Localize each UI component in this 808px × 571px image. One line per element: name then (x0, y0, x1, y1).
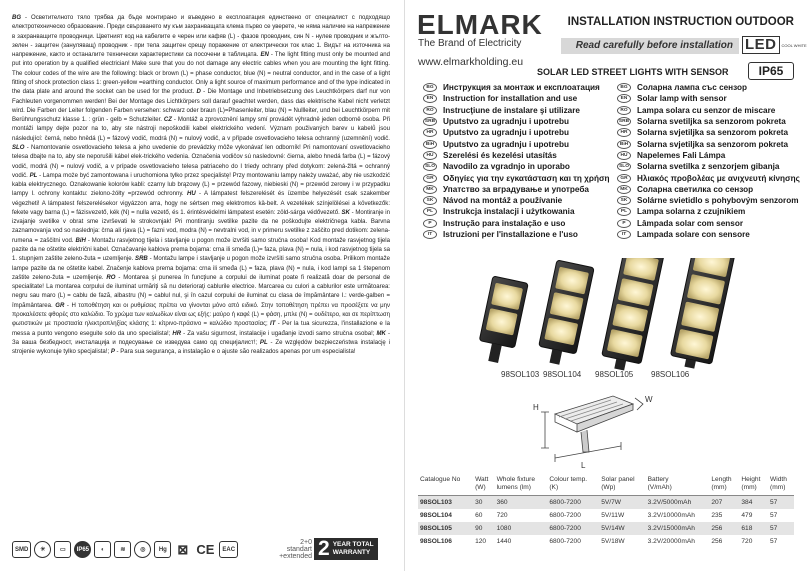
language-code-badge: SLO (423, 162, 437, 171)
dim-l-label: L (581, 461, 586, 470)
read-note-bar (561, 38, 739, 54)
table-cell: 57 (770, 537, 778, 545)
language-code: SK (341, 209, 350, 216)
table-cell: 120 (475, 537, 487, 545)
language-row (423, 93, 610, 104)
language-text: Návod na montáž a používanie (443, 196, 563, 206)
safety-paragraph: - Per la tua sicurezza, l'installazione e la messa a punto vengono eseguite solo da uno specialista!; (12, 321, 390, 337)
warranty-label-2: WARRANTY (332, 549, 371, 556)
dimension-drawing (525, 386, 665, 479)
warranty-years: 2 (318, 537, 330, 560)
table-cell: 98SOL105 (418, 522, 473, 535)
logo-tagline: The Brand of Electricity (418, 38, 522, 49)
language-code-badge: RO (423, 106, 437, 115)
table-cell: 6800-7200 (547, 496, 599, 510)
table-cell: 5V/14W (599, 522, 645, 535)
warranty-plus-2: standart (286, 545, 312, 553)
table-header-cell: Colour temp. (K) (547, 476, 599, 496)
safety-paragraph: - Осветителното тяло трябва да бъде монтирано и въведено в експлоатация единствено от специалист с подходящо електротехническо образование. Преди свързването му към захранващата клема първо се уверете, че няма наличие на напрежение в захранващите проводници. Цветният код на кабелите е черен или кафяв (L) - фазов проводник, син N - нулев проводник и жълто-зелен - защитен (зануляващ) проводник - при тела защитен срещу поражение от електрически ток клас 1. Видът на източника на напрежение, както и останалите технически характеристики са посочени в таблицата. (12, 15, 390, 59)
led-color-label: COOL WHITE (781, 42, 807, 48)
language-row (423, 172, 610, 183)
table-cell: 256 (709, 522, 739, 535)
language-row (617, 161, 800, 172)
language-list-instructions (423, 82, 610, 240)
safety-paragraph: - Namontovanie osvetlovacieho telesa a jeho uvedenie do prevádzky môže vykonávať len odborník! Pri namontovaní osvetlovacieho telesa dbajte na to, aby ste neporušili kábel elek-trického vedenia. Označenia vodičov sú nasledovné: čierna, alebo hnedá farba (L) = fázový vodič, modrá (N) = nulový vodič, a v prípade osvetlovacieho telesa patriaceho do I triedy ochrany před dotykom: zelená-žltá = ochranný vodič. (12, 144, 390, 179)
language-text: Lampada solare con sensore (637, 230, 750, 239)
language-code-badge: BG (617, 83, 631, 92)
language-row (423, 105, 610, 116)
language-code-badge: P (617, 219, 631, 228)
sun-icon: ☀ (34, 541, 51, 558)
language-row (423, 195, 610, 206)
language-row (423, 218, 610, 229)
table-cell: 5V/7W (599, 496, 645, 510)
language-code-badge: GR (617, 174, 631, 183)
language-row (617, 184, 800, 195)
language-text: Solarna svetiljka sa senzorom pokreta (637, 117, 786, 127)
warranty-label-1: YEAR TOTAL (332, 541, 374, 548)
safety-paragraph: - Die Montage und Inbetriebsetzung des Leuchtkörpers darf nur von Fachleuten vorgenommen werden! Bei der Montage des Lichtkörpers soll darauf geachtet werden, dass das elektrische Kabel nicht verletzt wird. Die Farben der Leiter folgenden Farben versehen: schwarz oder braun (L)=Phasenleiter, blau (N) = Nullleiter, und bei Leuchtkörpern mit Berührungsschutz klasse 1. : grün - gelb = Schutzleiter. (12, 89, 390, 124)
language-row (617, 195, 800, 206)
smd-icon: SMD (12, 541, 31, 558)
language-text: Lampa solara cu senzor de miscare (637, 105, 776, 115)
led-mark (742, 36, 807, 54)
table-header-cell: Battery (V/mAh) (646, 476, 710, 496)
specifications-table (418, 476, 794, 548)
products-illustration (405, 258, 808, 388)
table-cell: 3.2V/10000mAh (647, 511, 695, 519)
language-row (423, 116, 610, 127)
safety-paragraph: - За ваша безбедност, инсталација и подесување се изведува само од специјалист!; (12, 330, 390, 346)
language-code-badge: MK (617, 185, 631, 194)
language-text: Uputstvo za ugradnju i upotrebu (443, 139, 569, 149)
product-subtitle: SOLAR LED STREET LIGHTS WITH SENSOR (537, 67, 729, 77)
language-code-badge: IT (617, 230, 631, 239)
multilingual-safety-text (12, 14, 390, 524)
language-code: PL (259, 339, 268, 346)
product-label: 98SOL104 (543, 370, 582, 379)
table-cell: 98SOL106 (420, 537, 452, 545)
table-cell: 98SOL104 (420, 511, 452, 519)
language-code-badge: SLO (617, 162, 631, 171)
language-code-badge: BiH (423, 140, 437, 149)
table-cell: 207 (709, 496, 739, 510)
language-list-product-name (617, 82, 800, 240)
language-text: Solarna svjetiljka sa senzorom pokreta (637, 128, 789, 138)
elmark-logo: ELMARK (417, 9, 543, 40)
language-code-badge: HR (423, 128, 437, 137)
right-page (405, 0, 808, 571)
eac-mark-icon: EAC (219, 541, 238, 558)
table-cell: 618 (739, 522, 768, 535)
table-header-cell: Width (mm) (768, 476, 794, 496)
language-code: MK (376, 330, 386, 337)
language-code-badge: GR (423, 174, 437, 183)
language-code: EN (260, 52, 269, 59)
table-cell: 5V/11W (601, 511, 625, 519)
safety-paragraph: - Montažu rasvjetnog tijela i stavljanje u pogon može izvršiti samo stručna osoba! Kod montaže rasvjetnog tijela pazite da ne oštetite električni kabel. Označavanje kablova prema bojama: crna ili smeđa (L)= faza, plava (N) = nula, i kod rasvjetnog tijela sa 1. stupnjem zaštite zeleno-žuta = uzemljenje. (12, 237, 390, 263)
table-cell: 1440 (496, 537, 512, 545)
warranty-plus-3: +extended (279, 552, 312, 560)
safety-paragraph: - A lámpatest felszerelését és üzembe helyezését csak szakember végezheti! A lámpatest felszerelésekor vigyázzon arra, hogy ne sértsen meg elektromos kä-belt. A vezetékek színjelölései a következők: fekete vagy barna (L) = fázisvezető, kék (N) = nulla vezető, és 1. érintésvédelmi lámpatest esetén: zöld-sárga védővezető. (12, 191, 390, 216)
language-row (617, 172, 800, 183)
language-code: BG (12, 15, 22, 21)
language-row (617, 229, 800, 240)
language-text: Istruzioni per l'installazione e l'uso (443, 230, 578, 239)
language-code: HR (172, 330, 182, 337)
table-cell: 1080 (495, 522, 548, 535)
table-header-cell: Height (mm) (739, 476, 768, 496)
table-cell: 90 (473, 522, 495, 535)
table-cell: 5V/18W (601, 537, 625, 545)
language-row (617, 82, 800, 93)
lamp-98sol105 (600, 258, 664, 374)
lamp-98sol103 (476, 276, 529, 366)
table-cell: 384 (739, 496, 768, 510)
language-code-badge: SK (423, 196, 437, 205)
language-row (617, 218, 800, 229)
table-header-cell: Catalogue No (418, 476, 473, 496)
warranty-years-badge (314, 538, 378, 560)
language-text: Solárne svietidlo s pohybovým senzorom (637, 196, 799, 206)
table-cell: 256 (711, 537, 723, 545)
table-cell: 60 (475, 511, 483, 519)
language-text: Solar lamp with sensor (637, 94, 727, 104)
safety-paragraph: - Para sua segurança, a instalação e o ajuste são realizados apenas por um especialista! (114, 349, 356, 356)
language-code: D (196, 89, 201, 96)
table-cell: 57 (768, 496, 794, 510)
battery-icon: ▭ (54, 541, 71, 558)
page-title: INSTALLATION INSTRUCTION OUTDOOR (567, 16, 794, 28)
safety-paragraph: - Montažu lampe i stavljanje u pogon može izvršiti samo stručna osoba. Prilikom montaže lampe pazite da ne oštetite kabel. Značenje kablova prema bojama: crna ili smeđa (L) = faza, plava (N) = nula, i kod lampi sa 1 štepenom zaštite zeleno-žuta = uzemljenje. (12, 256, 390, 281)
lamp-98sol104 (536, 260, 594, 368)
language-code: CZ (163, 117, 172, 124)
language-code-badge: RO (617, 106, 631, 115)
table-cell: 235 (711, 511, 723, 519)
language-text: Instrução para instalação e uso (443, 218, 566, 228)
table-cell: 3.2V/5000mAh (646, 496, 710, 510)
language-text: Uputstvo za ugradnju i upotrebu (443, 128, 569, 138)
table-header-cell: Length (mm) (709, 476, 739, 496)
dimension-diagram (525, 386, 665, 474)
language-text: Ηλιακός προβολέας με ανιχνευτή κίνησης (637, 173, 800, 183)
language-row (423, 206, 610, 217)
table-cell: 57 (768, 522, 794, 535)
language-code: P (110, 349, 115, 356)
language-code-badge: P (423, 219, 437, 228)
language-text: Instruction for installation and use (443, 94, 578, 104)
ip65-icon: IP65 (74, 541, 91, 558)
language-code-badge: PL (423, 207, 437, 216)
table-cell: 720 (496, 511, 508, 519)
language-text: Lampa solarna z czujnikiem (637, 207, 746, 217)
table-row (418, 496, 794, 510)
table-cell: 6800-7200 (547, 522, 599, 535)
language-code: SRB (135, 256, 148, 263)
language-code-badge: BG (423, 83, 437, 92)
language-row (617, 93, 800, 104)
language-code-badge: HU (617, 151, 631, 160)
language-text: Соларна светилка со сензор (637, 184, 754, 194)
led-icon: LED (742, 36, 780, 54)
certification-icons (12, 541, 238, 558)
safety-paragraph: - The light fitting must only be mounted and put into operation by a qualified electrician! Make sure that you do not damage any electric cables when you are mounting the light fitting. The colour codes of the wire are the following: black or brown (L) = phase conductor, blue (N) = neutral conductor, and in the case of a light fitting of shock protection class 1: green-yellow =earthing conductor. Only a light source of maximum performance and of the type indicated in the data plate and around the socket can be used for the product. (12, 52, 390, 96)
table-cell: 720 (741, 537, 753, 545)
table-cell: 6800-7200 (549, 511, 581, 519)
language-text: Instrucţiune de instalare şi utilizare (443, 105, 580, 115)
lamp-98sol106 (669, 258, 736, 372)
dim-h-label: H (533, 403, 539, 412)
language-text: Solarna svjetiljka sa senzorom pokreta (637, 139, 789, 149)
language-text: Napelemes Fali Lámpa (637, 150, 726, 160)
weee-bin-icon: ⊠ (177, 541, 189, 557)
warranty-extension (278, 539, 314, 560)
table-row (418, 522, 794, 535)
language-text: Соларна лампа със сензор (637, 83, 747, 93)
language-code-badge: SRB (424, 119, 436, 125)
language-code: GR (55, 302, 65, 309)
lamp-icon: ◐ (94, 541, 111, 558)
language-row (423, 184, 610, 195)
language-code-badge: SRB (618, 119, 630, 125)
language-code-badge: SK (617, 196, 631, 205)
language-text: Instrukcja instalacji i użytkowania (443, 207, 575, 217)
product-label: 98SOL105 (595, 370, 634, 379)
language-text: Navodilo za vgradnjo in uporabo (443, 162, 570, 172)
language-code-badge: PL (617, 207, 631, 216)
language-row (423, 161, 610, 172)
table-header-cell: Whole fixture lumens (lm) (495, 476, 548, 496)
safety-paragraph: - Montáž a zprovoznění lampy smí provádět výhradně jeden odborně osoba. Při montáži lampy dejte pozor na to, aby ste nástroji nepoškodili kabel elektrického vedení. Význam použivaných barev u kabelů jsou následující: černá, nebo hnědá (L) = fázový vodič, modrá (N) = nulový vodič, a v případe osvetlovacieho telesa ochranný (uzemnění) vodič. (12, 117, 390, 142)
language-row (617, 150, 800, 161)
language-code-badge: MK (423, 185, 437, 194)
language-text: Uputstvo za ugradnju i upotrebu (443, 117, 569, 127)
table-cell: 57 (770, 511, 778, 519)
safety-paragraph: - Η τοποθέτηση και οι ρυθμίσεις πρέπει να γίνονται μόνο από ειδικό. Στην τοποθέτηση πρέπει να προσέξετε να μην προκαλέσετε φθορές στο καλώδιο. Το χρώμα των καλωδίων είναι ως εξής: μαύρο ή καφέ (L) = φάση, μπλε (N) = ουδέτερο, και σε περίπτωση φωτιστικών με προστασία ηλεκτροπληξίας κλάσης 1: κίτρινο-πράσινο = καλώδιο προστασίας; (12, 302, 390, 328)
language-row (617, 127, 800, 138)
language-code: BiH (75, 237, 86, 244)
safety-paragraph: - Za vašu sigurnost, instalacije i ugađanje izvodi samo stručna osoba!; (181, 330, 377, 337)
ip-rating-badge: IP65 (748, 62, 794, 80)
product-label: 98SOL106 (651, 370, 690, 379)
safety-paragraph: - Montarea şi punerea în funcţiune a corpului de iluminat poate fi realizată doar de personal de specialitate! La montarea corpului de iluminat urmăriţi să nu deterioraţi cablurile electrice. Marcarea cu culori a cablurilor este următoarea: negru sau maro (L) = cablu de fază, albastru (N) = cablul nul, şi în cazul corpului de iluminat cu clasa de împământare I.: verde-galben = împământarea. (12, 274, 390, 309)
dim-w-label: W (645, 395, 653, 404)
language-row (617, 116, 800, 127)
table-cell: 98SOL103 (418, 496, 473, 510)
table-cell: 3.2V/15000mAh (646, 522, 710, 535)
language-text: Упатство за вградување и употреба (443, 184, 589, 194)
table-header-cell: Watt (W) (473, 476, 495, 496)
table-cell: 479 (741, 511, 753, 519)
read-note: Read carefully before installation (575, 40, 733, 51)
table-cell: 30 (473, 496, 495, 510)
language-row (617, 206, 800, 217)
language-text: Szerelési és kezelési utasítás (443, 150, 557, 160)
table-row (418, 535, 794, 548)
language-row (423, 127, 610, 138)
language-row (423, 82, 610, 93)
table-header-row (418, 476, 794, 496)
language-code-badge: EN (617, 94, 631, 103)
table-header-cell: Solar panel (Wp) (599, 476, 645, 496)
mercury-free-icon: Hg (154, 541, 171, 558)
safety-paragraph: - Ze względów bezpieczeństwa instalację i strojenie wykonuje tylko specjalista!; (12, 339, 390, 356)
language-code-badge: EN (423, 94, 437, 103)
safety-paragraph: - Lampa może być zamontowana i uruchomiona tylko przez specjalistę! Przy montowaniu lampy należy uważać, aby nie uszkodzić kabla elektrycznego. Oznakowanie kolorów kabli: czarny lub brązowy (L) = przewód fazowy, niebieski (N) = przewód zerowy i w przypadku lampy I. ochrony kontaktu: zielono-żółty =przewód ochronny. (12, 172, 390, 198)
warranty-badge (278, 538, 378, 560)
language-text: Solarna svetilka z senzorjem gibanja (637, 162, 780, 172)
website-link[interactable]: www.elmarkholding.eu (418, 56, 524, 68)
product-label: 98SOL103 (501, 370, 540, 379)
sensor-icon: ≋ (114, 541, 131, 558)
language-text: Lâmpada solar com sensor (637, 218, 744, 228)
language-code: PL (29, 172, 38, 179)
language-code-badge: HU (423, 151, 437, 160)
language-code: IT (270, 321, 276, 328)
language-row (617, 138, 800, 149)
language-code: RO (106, 274, 116, 281)
table-cell: 360 (495, 496, 548, 510)
motion-icon: ◎ (134, 541, 151, 558)
language-text: Οδηγίες για την εγκατάσταση και τη χρήση (443, 173, 610, 183)
warranty-plus-1: 2+0 (300, 538, 312, 546)
language-row (617, 105, 800, 116)
safety-paragraph: - Montiranje in izvajanje svetilke v obrat sme izvrševati le strokovnjak! Pri montiranju svetilke pazite da ne poškodujte električnega kabla. Barvna zaznamovanja vod so naslednja: črna ali rjava (L) = fazni vod, modra (N) = nevtralni vod, in v primeru svetilke z zaščito pred dotikom: zelena- rumena = zaščitni vod. (12, 209, 390, 244)
language-code: HU (186, 191, 196, 198)
table-cell: 6800-7200 (549, 537, 581, 545)
language-code-badge: IT (423, 230, 437, 239)
table-row (418, 509, 794, 522)
language-row (423, 138, 610, 149)
table-body (418, 496, 794, 549)
language-code: SLO (12, 144, 25, 151)
language-row (423, 150, 610, 161)
language-code-badge: HR (617, 128, 631, 137)
language-text: Инструкция за монтаж и експлоатация (443, 83, 600, 93)
solar-lights-drawing (405, 258, 808, 388)
language-code-badge: BiH (617, 140, 631, 149)
language-row (423, 229, 610, 240)
warranty-label (333, 541, 374, 557)
table-cell: 3.2V/20000mAh (647, 537, 695, 545)
ce-mark-icon: CE (196, 542, 215, 557)
